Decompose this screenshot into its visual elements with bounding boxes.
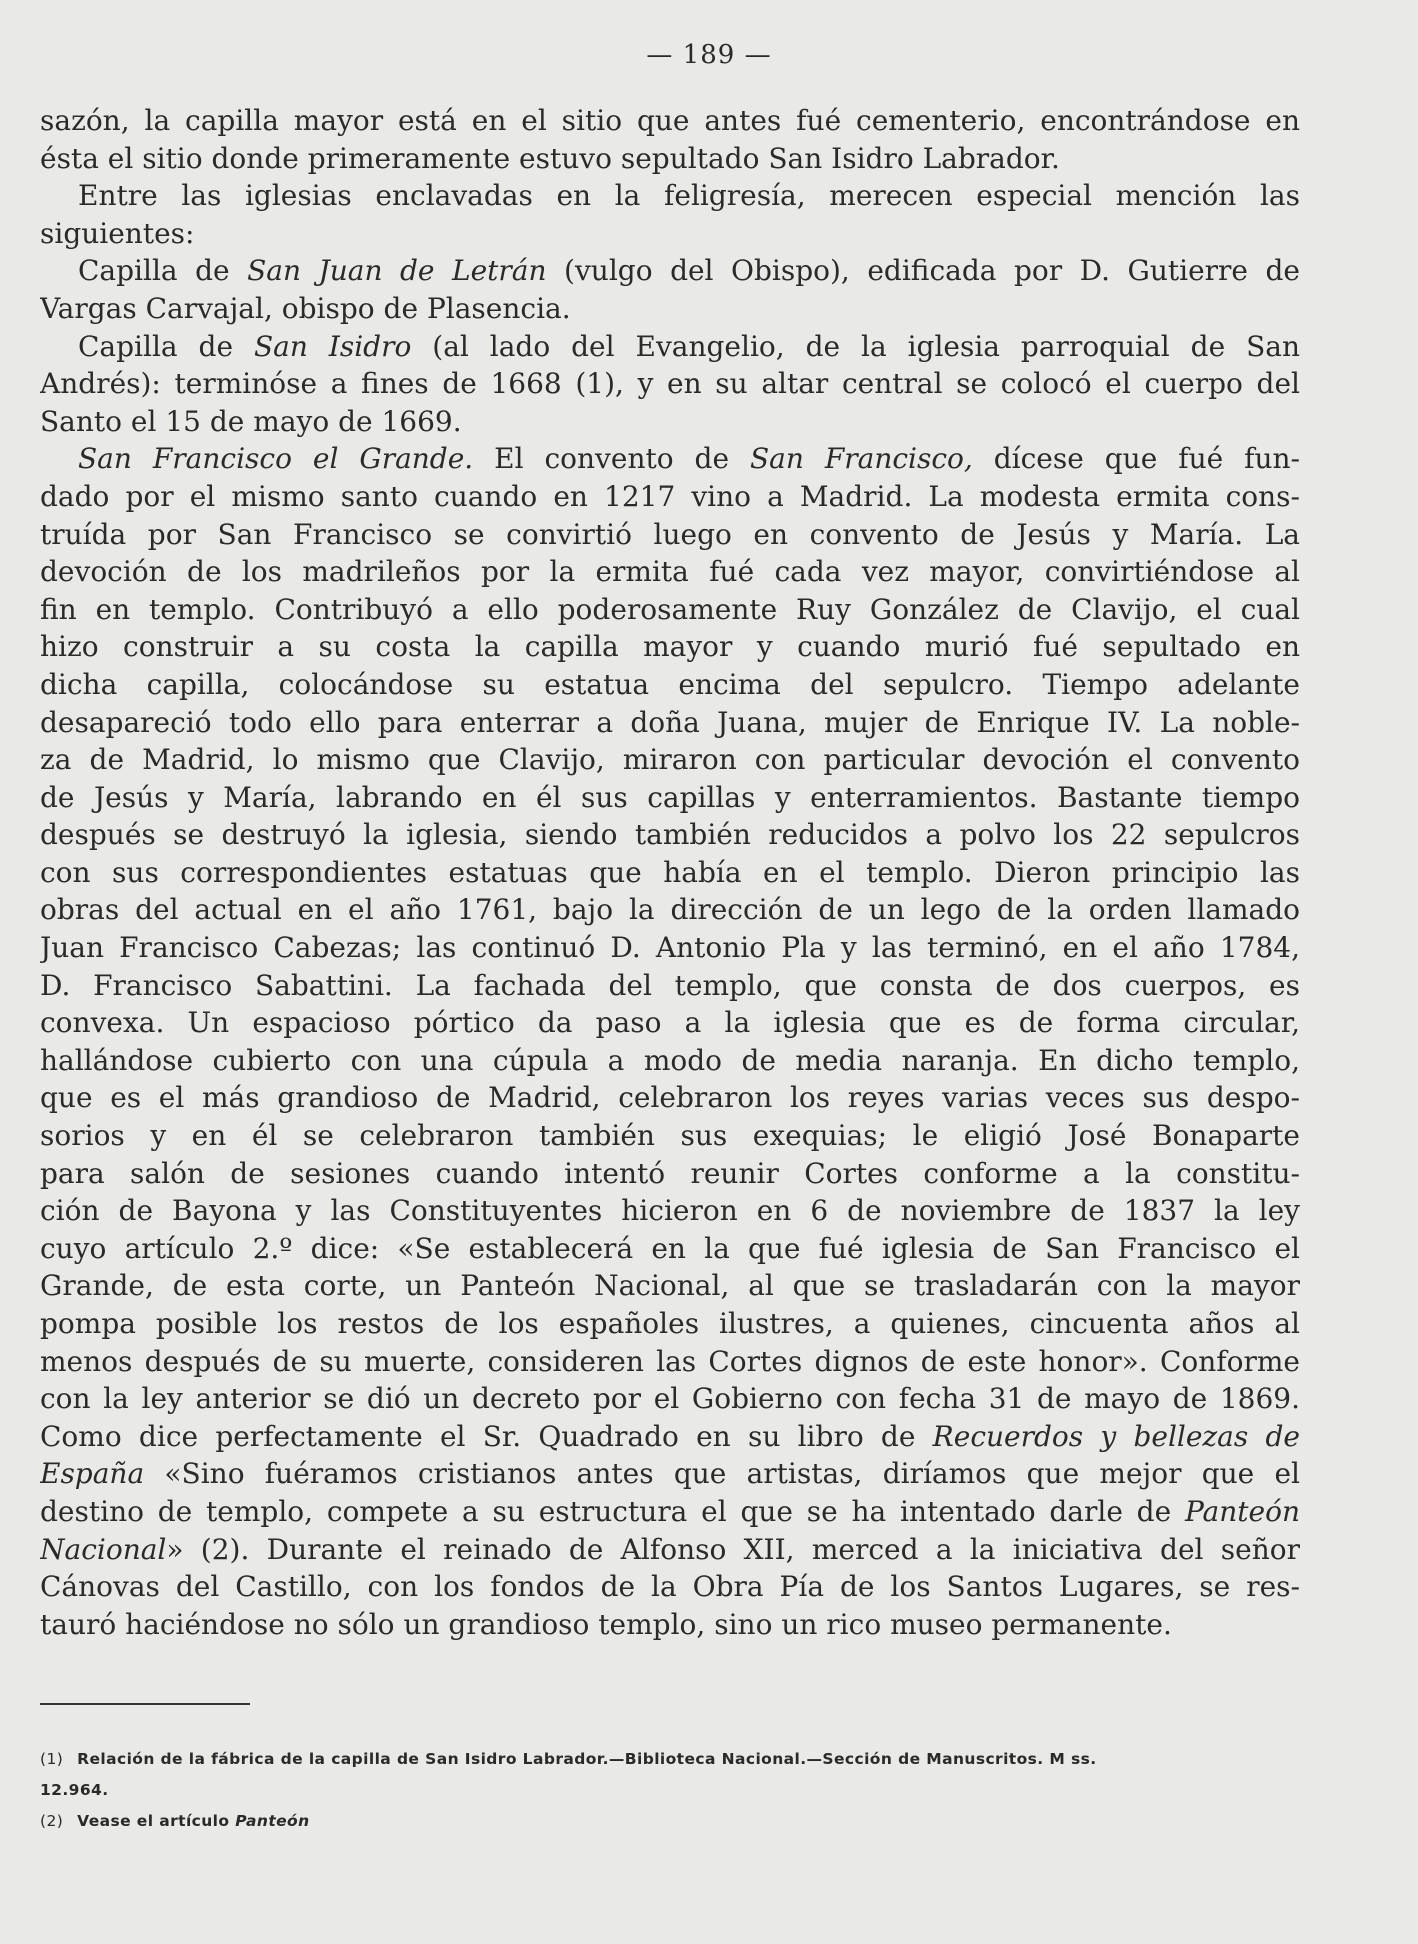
text-line: Vargas Carvajal, obispo de Plasencia. <box>40 291 571 325</box>
text-line: Como dice perfectamente el Sr. Quadrado en su libro de Recuerdos y bellezas de <box>40 1419 1300 1453</box>
footnotes <box>40 1744 1310 1837</box>
text-line: hallándose cubierto con una cúpula a modo de media naranja. En dicho templo, <box>40 1043 1300 1077</box>
text-line: Capilla de San Isidro (al lado del Evangelio, de la iglesia parroquial de San <box>78 329 1300 363</box>
text-line: ción de Bayona y las Constituyentes hicieron en 6 de noviembre de 1837 la ley <box>40 1194 1300 1228</box>
text-line: destino de templo, compete a su estructura el que se ha intentado darle de Panteón <box>40 1494 1300 1528</box>
text-line: desapareció todo ello para enterrar a doña Juana, mujer de Enrique IV. La noble- <box>40 705 1300 739</box>
text-line: convexa. Un espacioso pórtico da paso a la iglesia que es de forma circular, <box>40 1006 1300 1040</box>
text-line: España «Sino fuéramos cristianos antes que artistas, diríamos que mejor que el <box>40 1457 1300 1491</box>
text-line: devoción de los madrileños por la ermita fué cada vez mayor, convirtiéndose al <box>40 555 1300 589</box>
body-text <box>40 102 1300 1643</box>
text-line: sorios y en él se celebraron también sus exequias; le eligió José Bonaparte <box>40 1119 1300 1153</box>
page-number: — 189 — <box>646 40 772 70</box>
text-line: tauró haciéndose no sólo un grandioso templo, sino un rico museo permanente. <box>40 1607 1172 1641</box>
text-line: menos después de su muerte, consideren las Cortes dignos de este honor». Conforme <box>40 1344 1300 1378</box>
text-line: dicha capilla, colocándose su estatua encima del sepulcro. Tiempo adelante <box>40 667 1300 701</box>
text-line: con sus correspondientes estatuas que había en el templo. Dieron principio las <box>40 855 1300 889</box>
footnote-1: (1) Relación de la fábrica de la capilla de San Isidro Labrador.—Biblioteca Nacional.—Sección de Manuscritos. M ss. <box>40 1750 1097 1768</box>
text-line: dado por el mismo santo cuando en 1217 vino a Madrid. La modesta ermita cons- <box>40 479 1300 513</box>
text-line: Santo el 15 de mayo de 1669. <box>40 404 462 438</box>
text-line: Juan Francisco Cabezas; las continuó D. Antonio Pla y las terminó, en el año 1784, <box>40 931 1300 965</box>
footnote-2: (2) Vease el artículo Panteón <box>40 1812 310 1830</box>
text-line: Capilla de San Juan de Letrán (vulgo del Obispo), edificada por D. Gutierre de <box>78 254 1300 288</box>
footnote-divider <box>40 1703 250 1705</box>
text-line: San Francisco el Grande. El convento de San Francisco, dícese que fué fun- <box>78 442 1300 476</box>
footnote-1-continued: 12.964. <box>40 1781 109 1799</box>
text-line: obras del actual en el año 1761, bajo la dirección de un lego de la orden llamado <box>40 893 1300 927</box>
text-line: siguientes: <box>40 216 195 250</box>
text-line: Andrés): terminóse a fines de 1668 (1), y en su altar central se colocó el cuerpo del <box>40 367 1300 401</box>
text-line: hizo construir a su costa la capilla mayor y cuando murió fué sepultado en <box>40 630 1300 664</box>
text-line: sazón, la capilla mayor está en el sitio que antes fué cementerio, encontrándose en <box>40 104 1300 137</box>
text-line: ésta el sitio donde primeramente estuvo sepultado San Isidro Labrador. <box>40 141 1060 175</box>
text-line: D. Francisco Sabattini. La fachada del templo, que consta de dos cuerpos, es <box>40 968 1300 1002</box>
text-line: que es el más grandioso de Madrid, celebraron los reyes varias veces sus despo- <box>40 1081 1300 1115</box>
text-line: Grande, de esta corte, un Panteón Nacional, al que se trasladarán con la mayor <box>40 1269 1300 1303</box>
text-line: pompa posible los restos de los españoles ilustres, a quienes, cincuenta años al <box>40 1307 1300 1340</box>
text-line: de Jesús y María, labrando en él sus capillas y enterramientos. Bastante tiempo <box>40 780 1300 814</box>
text-line: Entre las iglesias enclavadas en la feligresía, merecen especial mención las <box>78 179 1300 213</box>
text-line: truída por San Francisco se convirtió luego en convento de Jesús y María. La <box>40 517 1300 551</box>
text-line: para salón de sesiones cuando intentó reunir Cortes conforme a la constitu- <box>40 1156 1300 1190</box>
text-line: cuyo artículo 2.º dice: «Se establecerá en la que fué iglesia de San Francisco el <box>40 1231 1300 1265</box>
text-line: Cánovas del Castillo, con los fondos de la Obra Pía de los Santos Lugares, se res- <box>40 1570 1300 1604</box>
text-line: Nacional» (2). Durante el reinado de Alfonso XII, merced a la iniciativa del señor <box>40 1532 1300 1566</box>
text-line: después se destruyó la iglesia, siendo también reducidos a polvo los 22 sepulcros <box>40 818 1300 852</box>
text-line: za de Madrid, lo mismo que Clavijo, miraron con particular devoción el convento <box>40 743 1300 777</box>
text-line: con la ley anterior se dió un decreto por el Gobierno con fecha 31 de mayo de 1869. <box>40 1382 1300 1416</box>
text-line: fin en templo. Contribuyó a ello poderosamente Ruy González de Clavijo, el cual <box>40 592 1300 626</box>
